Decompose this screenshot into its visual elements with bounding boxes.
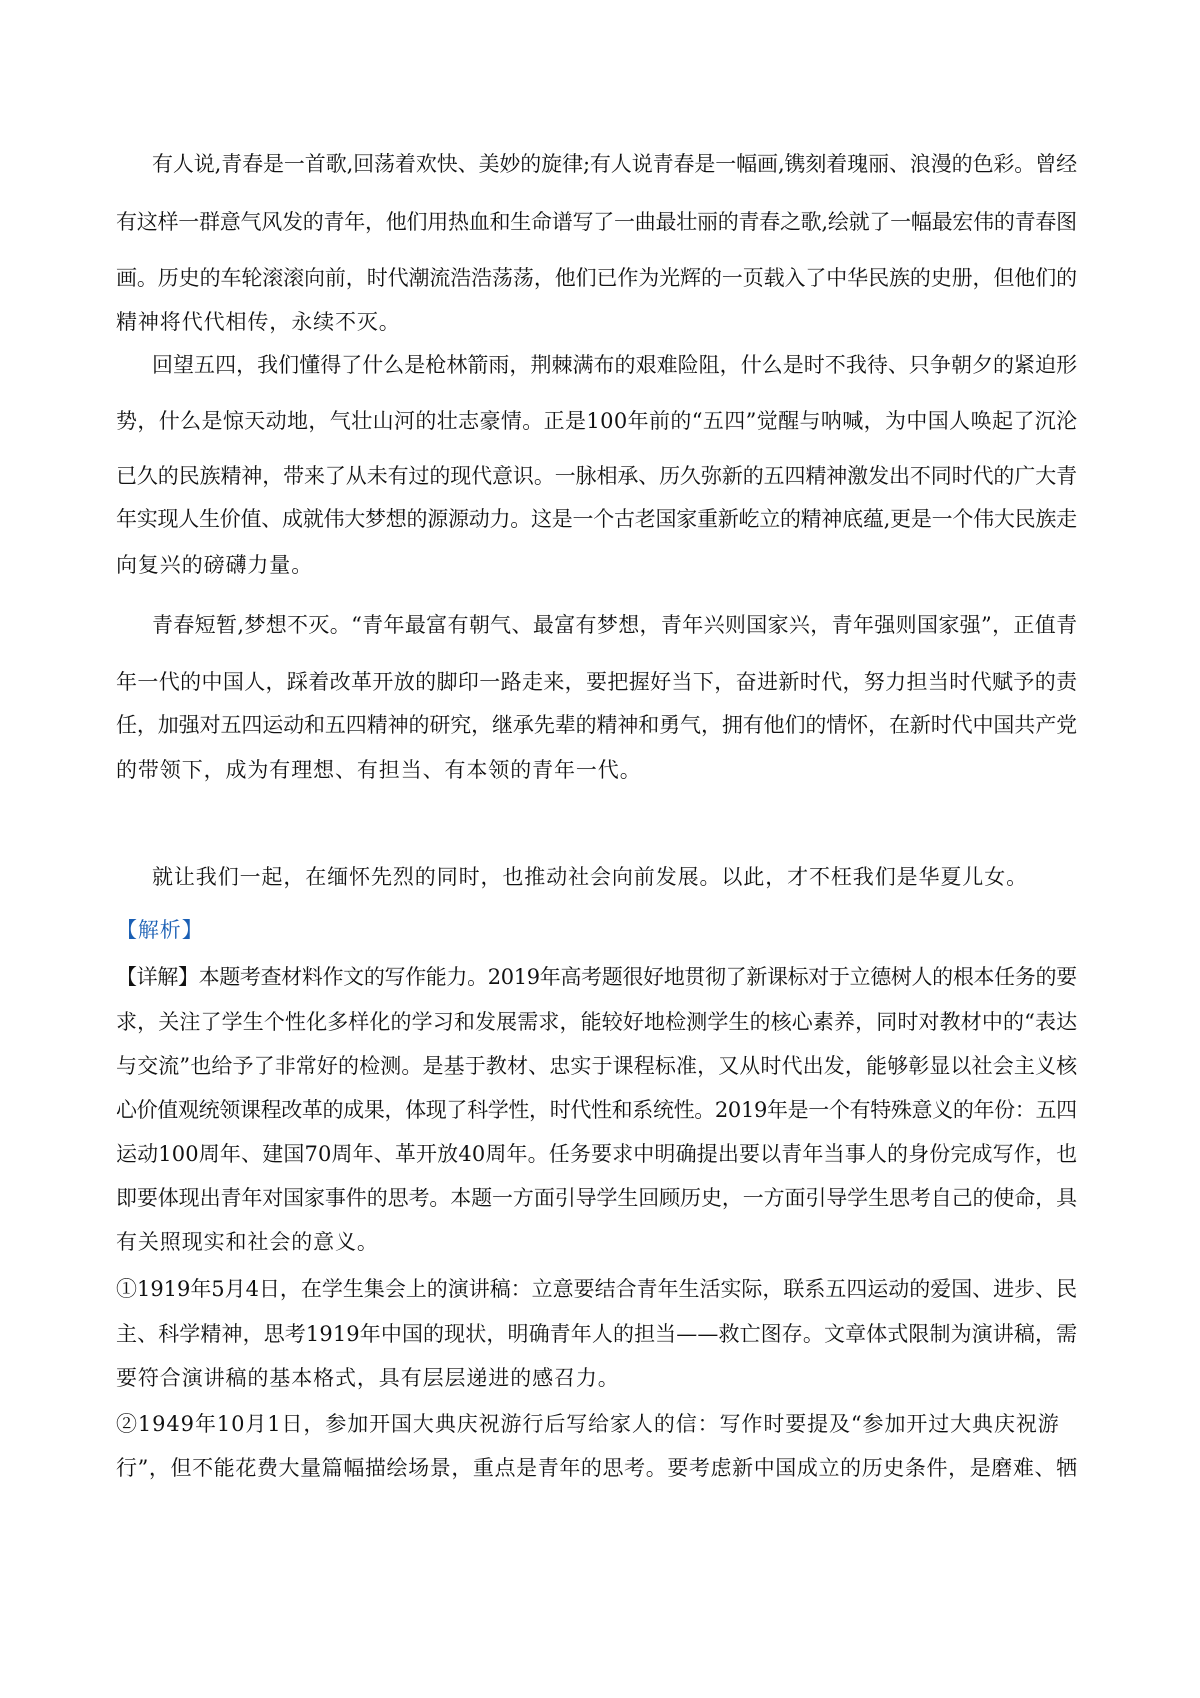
analysis-line: 求，关注了学生个性化多样化的学习和发展需求，能较好地检测学生的核心素养，同时对教材中的“表达 bbox=[116, 1010, 1078, 1034]
essay-line: 有人说,青春是一首歌,回荡着欢快、美妙的旋律;有人说青春是一幅画,镌刻着瑰丽、浪漫的色彩。曾经 bbox=[152, 152, 1077, 176]
essay-line: 青春短暂,梦想不灭。“青年最富有朝气、最富有梦想，青年兴则国家兴，青年强则国家强”，正值青 bbox=[152, 613, 1078, 637]
essay-line: 已久的民族精神，带来了从未有过的现代意识。一脉相承、历久弥新的五四精神激发出不同时代的广大青 bbox=[116, 464, 1077, 488]
analysis-line: 心价值观统领课程改革的成果，体现了科学性，时代性和系统性。2019年是一个有特殊意义的年份：五四 bbox=[116, 1098, 1077, 1122]
analysis-heading: 【解析】 bbox=[116, 918, 204, 942]
analysis-line: 要符合演讲稿的基本格式，具有层层递进的感召力。 bbox=[116, 1366, 620, 1390]
analysis-line: ①1919年5月4日，在学生集会上的演讲稿：立意要结合青年生活实际，联系五四运动的爱国、进步、民 bbox=[116, 1277, 1078, 1301]
essay-line: 向复兴的磅礴力量。 bbox=[116, 553, 314, 577]
essay-line: 势，什么是惊天动地，气壮山河的壮志豪情。正是100年前的“五四”觉醒与呐喊，为中国人唤起了沉沦 bbox=[116, 409, 1078, 433]
essay-line: 有这样一群意气风发的青年，他们用热血和生命谱写了一曲最壮丽的青春之歌,绘就了一幅最宏伟的青春图 bbox=[116, 210, 1077, 234]
analysis-line: ②1949年10月1日，参加开国大典庆祝游行后写给家人的信：写作时要提及“参加开过大典庆祝游 bbox=[116, 1412, 1060, 1436]
analysis-line: 主、科学精神，思考1919年中国的现状，明确青年人的担当——救亡图存。文章体式限制为演讲稿，需 bbox=[116, 1322, 1078, 1346]
essay-line: 年一代的中国人，踩着改革开放的脚印一路走来，要把握好当下，奋进新时代，努力担当时代赋予的责 bbox=[116, 670, 1078, 694]
analysis-line: 【详解】本题考查材料作文的写作能力。2019年高考题很好地贯彻了新课标对于立德树人的根本任务的要 bbox=[116, 965, 1077, 989]
essay-line: 任，加强对五四运动和五四精神的研究，继承先辈的精神和勇气，拥有他们的情怀，在新时代中国共产党 bbox=[116, 713, 1077, 737]
analysis-line: 即要体现出青年对国家事件的思考。本题一方面引导学生回顾历史，一方面引导学生思考自己的使命，具 bbox=[116, 1186, 1077, 1210]
essay-line: 精神将代代相传，永续不灭。 bbox=[116, 310, 401, 334]
essay-line: 的带领下，成为有理想、有担当、有本领的青年一代。 bbox=[116, 758, 642, 782]
analysis-line: 行”，但不能花费大量篇幅描绘场景，重点是青年的思考。要考虑新中国成立的历史条件，是磨难、牺 bbox=[116, 1456, 1078, 1480]
analysis-line: 运动100周年、建国70周年、革开放40周年。任务要求中明确提出要以青年当事人的身份完成写作，也 bbox=[116, 1142, 1078, 1166]
essay-line: 就让我们一起，在缅怀先烈的同时，也推动社会向前发展。以此，才不枉我们是华夏儿女。 bbox=[152, 865, 1028, 889]
essay-line: 年实现人生价值、成就伟大梦想的源源动力。这是一个古老国家重新屹立的精神底蕴,更是一个伟大民族走 bbox=[116, 507, 1077, 531]
essay-line: 回望五四，我们懂得了什么是枪林箭雨，荆棘满布的艰难险阻，什么是时不我待、只争朝夕的紧迫形 bbox=[152, 353, 1078, 377]
analysis-line: 有关照现实和社会的意义。 bbox=[116, 1230, 379, 1254]
analysis-line: 与交流”也给予了非常好的检测。是基于教材、忠实于课程标准，又从时代出发，能够彰显以社会主义核 bbox=[116, 1054, 1078, 1078]
essay-line: 画。历史的车轮滚滚向前，时代潮流浩浩荡荡，他们已作为光辉的一页载入了中华民族的史册，但他们的 bbox=[116, 266, 1077, 290]
